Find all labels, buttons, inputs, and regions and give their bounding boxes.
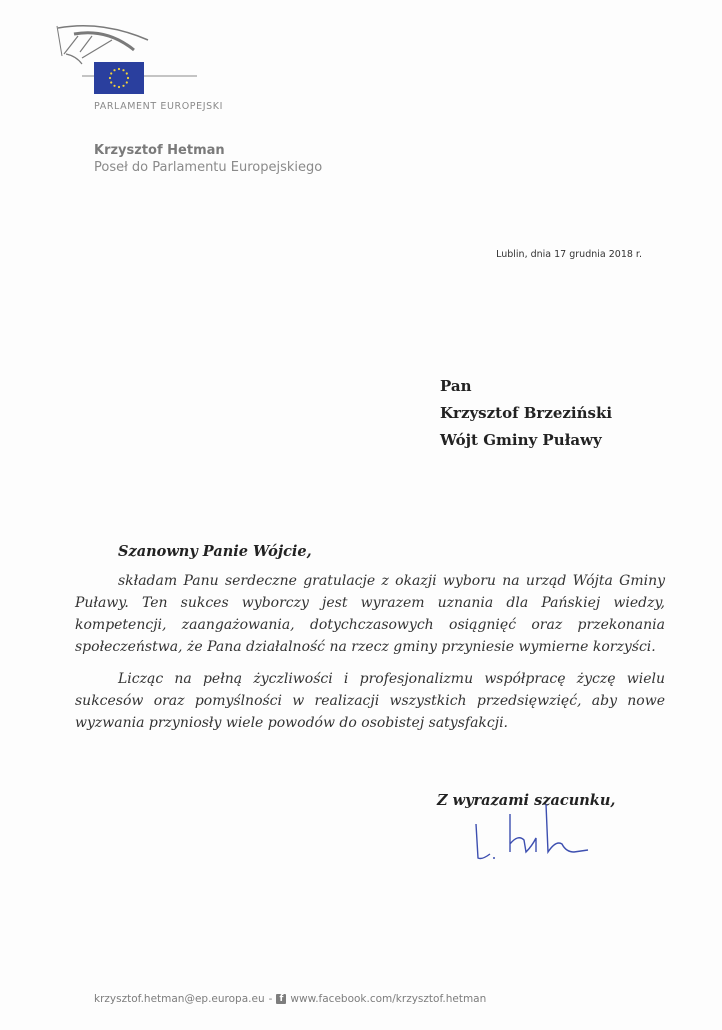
eu-star bbox=[126, 81, 128, 83]
eu-star bbox=[118, 86, 120, 88]
body-paragraph: Licząc na pełną życzliwości i profesjonalizmu współpracę życzę wielu sukcesów oraz pomyślności w realizacji wszystkich przedsięwzięć, aby nowe wyzwania przyniosły wiele powodów do osobistej satysfakcji. bbox=[75, 671, 665, 731]
salutation: Szanowny Panie Wójcie, bbox=[118, 543, 312, 560]
logo-line-b bbox=[80, 36, 92, 52]
recipient-line-3: Wójt Gminy Puławy bbox=[440, 431, 602, 449]
footer bbox=[94, 993, 486, 1005]
eu-star bbox=[113, 85, 115, 87]
body-paragraph: składam Panu serdeczne gratulacje z okazji wyboru na urząd Wójta Gminy Puławy. Ten sukces wyborczy jest wyrazem uznania dla Pańskiej wiedzy, kompetencji, zaangażowania, dotychczasowych osiągnięć oraz przekonania społeczeństwa, że Pana działalność na rzecz gminy przyniesie wymierne korzyści. bbox=[75, 573, 665, 655]
eu-star bbox=[110, 81, 112, 83]
eu-star bbox=[118, 68, 120, 70]
date-line: Lublin, dnia 17 grudnia 2018 r. bbox=[496, 249, 642, 260]
institution-name: PARLAMENT EUROPEJSKI bbox=[94, 101, 223, 112]
facebook-icon: f bbox=[276, 994, 286, 1004]
recipient-line-2: Krzysztof Brzeziński bbox=[440, 404, 613, 422]
eu-star bbox=[113, 69, 115, 71]
handwritten-signature bbox=[470, 800, 610, 862]
eu-star bbox=[122, 69, 124, 71]
footer-email[interactable]: krzysztof.hetman@ep.europa.eu bbox=[94, 993, 265, 1005]
recipient-line-1: Pan bbox=[440, 377, 472, 395]
eu-star bbox=[110, 72, 112, 74]
eu-star bbox=[122, 85, 124, 87]
sender-title: Poseł do Parlamentu Europejskiego bbox=[94, 160, 323, 175]
european-parliament-logo bbox=[52, 14, 212, 104]
footer-separator: - bbox=[268, 993, 273, 1005]
footer-facebook-url[interactable]: www.facebook.com/krzysztof.hetman bbox=[290, 993, 487, 1005]
logo-line-a bbox=[64, 36, 78, 54]
eu-star bbox=[127, 77, 129, 79]
sender-block bbox=[94, 142, 322, 176]
closing: Z wyrazami szacunku, bbox=[437, 792, 616, 809]
logo-curve-low bbox=[66, 54, 82, 64]
letter-body bbox=[75, 570, 665, 744]
logo-line-d bbox=[57, 26, 62, 56]
eu-flag bbox=[94, 62, 144, 94]
recipient-block bbox=[440, 373, 612, 454]
eu-star bbox=[126, 72, 128, 74]
sender-name: Krzysztof Hetman bbox=[94, 143, 225, 158]
eu-star bbox=[109, 77, 111, 79]
